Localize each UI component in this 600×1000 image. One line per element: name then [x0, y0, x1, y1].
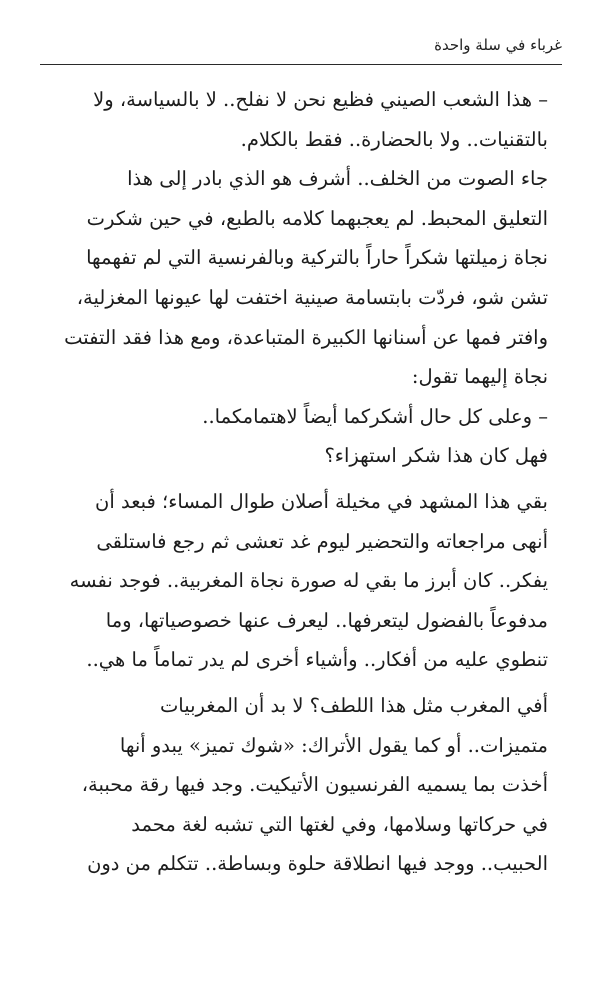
paragraph-2 [48, 159, 548, 397]
text-line: أخذت بما يسميه الفرنسيون الأتيكيت. وجد فيها رقة محببة، [81, 773, 548, 797]
text-line: نجاة زميلتها شكراً حاراً بالتركية وبالفرنسية التي لم تفهمها [86, 246, 548, 270]
text-line: التعليق المحبط. لم يعجبهما كلامه بالطبع، في حين شكرت [86, 206, 548, 230]
text-line: وافتر فمها عن أسنانها الكبيرة المتباعدة، ومع هذا فقد التفتت [64, 325, 548, 349]
header-divider [40, 64, 562, 65]
text-line: أنهى مراجعاته والتحضير ليوم غد تعشى ثم رجع فاستلقى [96, 529, 548, 553]
paragraph-1 [48, 80, 548, 159]
paragraph-4 [48, 436, 548, 476]
page-body [48, 80, 548, 884]
text-line: بقي هذا المشهد في مخيلة أصلان طوال المساء؛ فبعد أن [95, 489, 548, 513]
paragraph-3 [48, 397, 548, 437]
text-line: فهل كان هذا شكر استهزاء؟ [324, 444, 548, 468]
text-line: أفي المغرب مثل هذا اللطف؟ لا بد أن المغربيات [159, 693, 548, 717]
text-line: – هذا الشعب الصيني فظيع نحن لا نفلح.. لا بالسياسة، ولا [93, 88, 548, 111]
text-line: الحبيب.. ووجد فيها انطلاقة حلوة وبساطة.. تتكلم من دون [87, 852, 548, 876]
text-line: بالتقنيات.. ولا بالحضارة.. فقط بالكلام. [240, 127, 548, 151]
text-line: تنطوي عليه من أفكار.. وأشياء أخرى لم يدر تماماً ما هي.. [86, 648, 548, 672]
text-line: يفكر.. كان أبرز ما بقي له صورة نجاة المغربية.. فوجد نفسه [69, 569, 548, 593]
paragraph-6 [48, 686, 548, 884]
text-line: نجاة إليهما تقول: [411, 365, 548, 389]
text-line: متميزات.. أو كما يقول الأتراك: «شوك تميز» يبدو أنها [119, 733, 548, 757]
paragraph-5 [48, 482, 548, 680]
running-header: غرباء في سلة واحدة [434, 36, 562, 54]
text-line: جاء الصوت من الخلف.. أشرف هو الذي بادر إلى هذا [127, 167, 548, 191]
text-line: – وعلى كل حال أشكركما أيضاً لاهتمامكما.. [202, 404, 548, 428]
text-line: تشن شو، فردّت بابتسامة صينية اختفت لها عيونها المغزلية، [76, 285, 548, 309]
text-line: في حركاتها وسلامها، وفي لغتها التي تشبه لغة محمد [131, 812, 548, 836]
text-line: مدفوعاً بالفضول ليتعرفها.. ليعرف عنها خصوصياتها، وما [105, 608, 548, 632]
